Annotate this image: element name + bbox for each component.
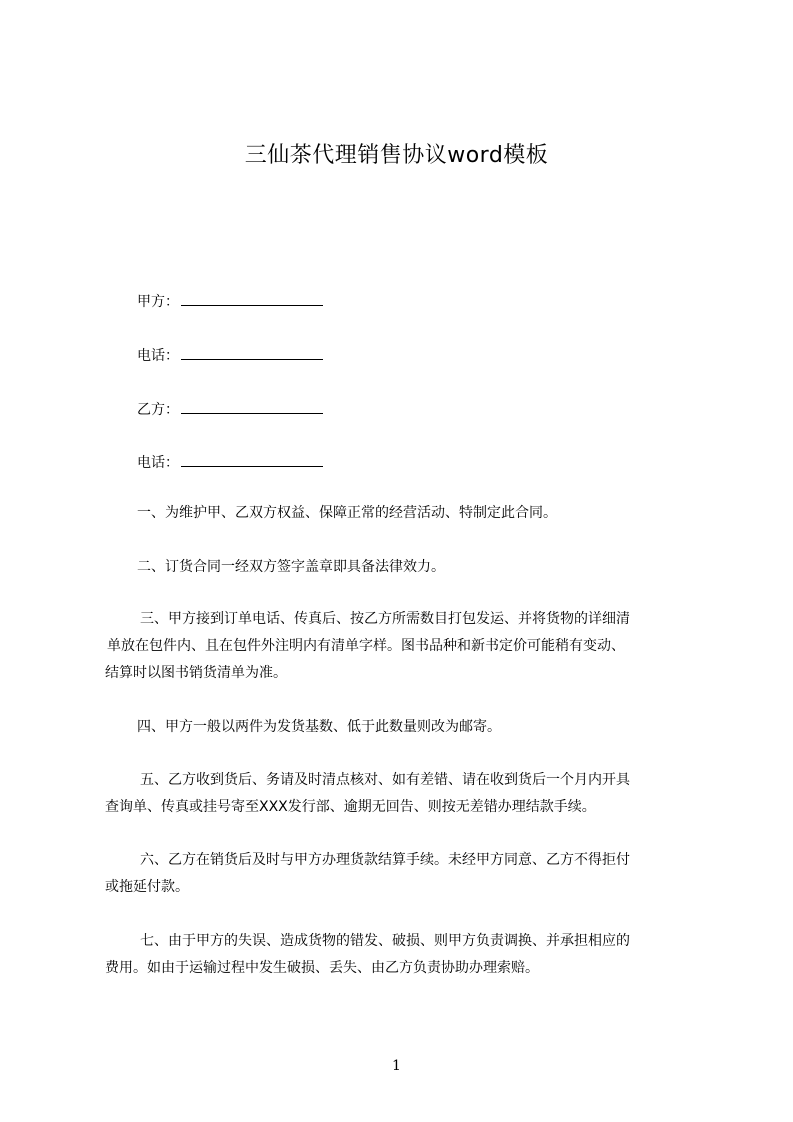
clause-4-text: 四、甲方一般以两件为发货基数、低于此数量则改为邮寄。 bbox=[137, 719, 501, 735]
party-a-phone-label: 电话： bbox=[137, 348, 179, 364]
clause-2 bbox=[137, 554, 707, 581]
clause-3 bbox=[105, 606, 700, 687]
clause-6 bbox=[105, 847, 700, 901]
clause-6-line-2: 或拖延付款。 bbox=[105, 879, 189, 895]
clause-1 bbox=[137, 500, 707, 527]
clause-5-line-2: 查询单、传真或挂号寄至XXX发行部、逾期无回告、则按无差错办理结款手续。 bbox=[105, 799, 596, 815]
party-b-label: 乙方： bbox=[137, 402, 179, 418]
party-b-blank bbox=[181, 399, 323, 414]
clause-2-text: 二、订货合同一经双方签字盖章即具备法律效力。 bbox=[137, 559, 445, 575]
party-a-label: 甲方： bbox=[137, 294, 179, 310]
clause-1-text: 一、为维护甲、乙双方权益、保障正常的经营活动、特制定此合同。 bbox=[137, 505, 557, 521]
party-a-phone-blank bbox=[181, 345, 323, 360]
clause-7 bbox=[105, 928, 700, 982]
clause-7-line-2: 费用。如由于运输过程中发生破损、丢失、由乙方负责协助办理索赔。 bbox=[105, 960, 539, 976]
clause-3-line-3: 结算时以图书销货清单为准。 bbox=[105, 665, 287, 681]
party-b-phone-line bbox=[137, 452, 323, 473]
party-b-phone-label: 电话： bbox=[137, 455, 179, 471]
clause-4 bbox=[137, 714, 707, 741]
clause-5-line-1: 五、乙方收到货后、务请及时清点核对、如有差错、请在收到货后一个月内开具 bbox=[140, 772, 630, 788]
party-a-line bbox=[137, 291, 323, 312]
clause-3-line-2: 单放在包件内、且在包件外注明内有清单字样。图书品种和新书定价可能稍有变动、 bbox=[107, 638, 625, 654]
clause-5 bbox=[105, 767, 700, 821]
party-a-phone-line bbox=[137, 345, 323, 366]
clause-3-line-1: 三、甲方接到订单电话、传真后、按乙方所需数目打包发运、并将货物的详细清 bbox=[140, 611, 630, 627]
page-number: 1 bbox=[392, 1058, 401, 1074]
party-b-phone-blank bbox=[181, 452, 323, 467]
clause-6-line-1: 六、乙方在销货后及时与甲方办理货款结算手续。未经甲方同意、乙方不得拒付 bbox=[140, 852, 630, 868]
party-b-line bbox=[137, 399, 323, 420]
clause-7-line-1: 七、由于甲方的失误、造成货物的错发、破损、则甲方负责调换、并承担相应的 bbox=[140, 933, 630, 949]
party-a-blank bbox=[181, 291, 323, 306]
document-title: 三仙茶代理销售协议word模板 bbox=[244, 143, 549, 168]
